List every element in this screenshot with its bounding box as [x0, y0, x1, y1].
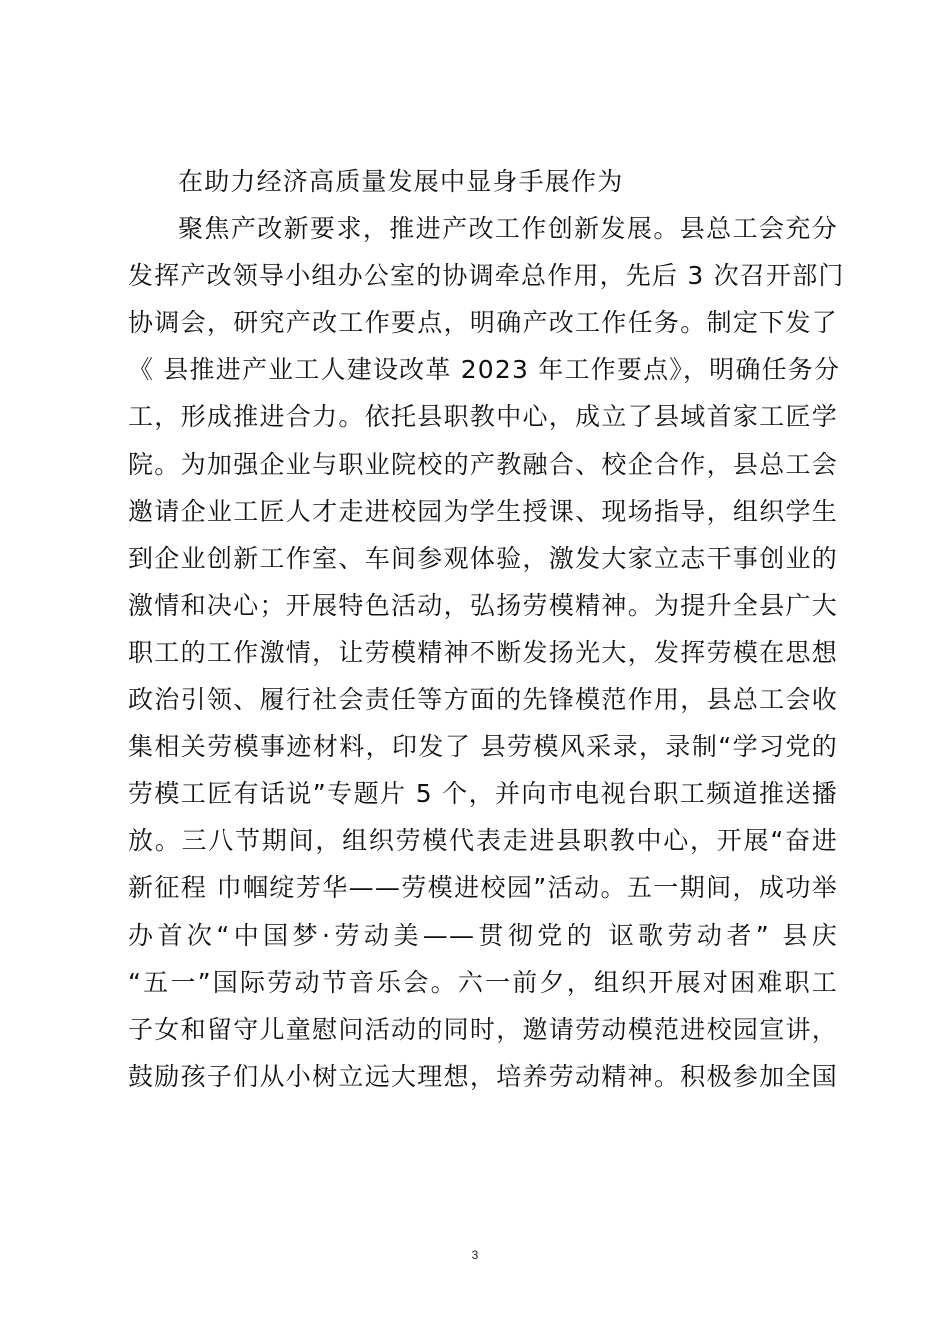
- paragraph-line: 放。三八节期间，组织劳模代表走进县职教中心，开展“奋进: [128, 826, 838, 856]
- paragraph-line: 聚焦产改新要求，推进产改工作创新发展。县总工会充分: [178, 214, 838, 244]
- section-heading: 在助力经济高质量发展中显身手展作为: [178, 167, 624, 196]
- paragraph-line: 子女和留守儿童慰问活动的同时，邀请劳动模范进校园宣讲，: [128, 1014, 838, 1044]
- paragraph-line: 劳模工匠有话说”专题片 5 个，并向市电视台职工频道推送播: [128, 779, 838, 809]
- paragraph-line: 《 县推进产业工人建设改革 2023 年工作要点》，明确任务分: [128, 355, 841, 385]
- paragraph-line: 工，形成推进合力。依托县职教中心，成立了县域首家工匠学: [128, 402, 838, 432]
- paragraph-line: 协调会，研究产改工作要点，明确产改工作任务。制定下发了: [128, 308, 838, 338]
- paragraph-line: 集相关劳模事迹材料，印发了 县劳模风采录，录制“学习党的: [128, 732, 838, 762]
- paragraph-line: 鼓励孩子们从小树立远大理想，培养劳动精神。积极参加全国: [128, 1061, 838, 1091]
- paragraph-line: 到企业创新工作室、车间参观体验，激发大家立志干事创业的: [128, 543, 838, 573]
- paragraph-line: 邀请企业工匠人才走进校园为学生授课、现场指导，组织学生: [128, 496, 838, 526]
- paragraph-line: “五一”国际劳动节音乐会。六一前夕，组织开展对困难职工: [128, 967, 838, 997]
- page-number: 3: [471, 1248, 479, 1262]
- paragraph-line: 发挥产改领导小组办公室的协调牵总作用，先后 3 次召开部门: [128, 261, 845, 291]
- paragraph-line: 政治引领、履行社会责任等方面的先锋模范作用，县总工会收: [128, 685, 838, 715]
- body-text: [128, 158, 845, 1100]
- paragraph-line: 职工的工作激情，让劳模精神不断发扬光大，发挥劳模在思想: [128, 637, 838, 667]
- paragraph-line: 新征程 巾帼绽芳华——劳模进校园”活动。五一期间，成功举: [128, 873, 838, 903]
- paragraph-line: 激情和决心；开展特色活动，弘扬劳模精神。为提升全县广大: [128, 590, 838, 620]
- paragraph-line: 办首次“中国梦·劳动美——贯彻党的 讴歌劳动者” 县庆: [128, 920, 838, 950]
- paragraph-line: 院。为加强企业与职业院校的产教融合、校企合作，县总工会: [128, 449, 838, 479]
